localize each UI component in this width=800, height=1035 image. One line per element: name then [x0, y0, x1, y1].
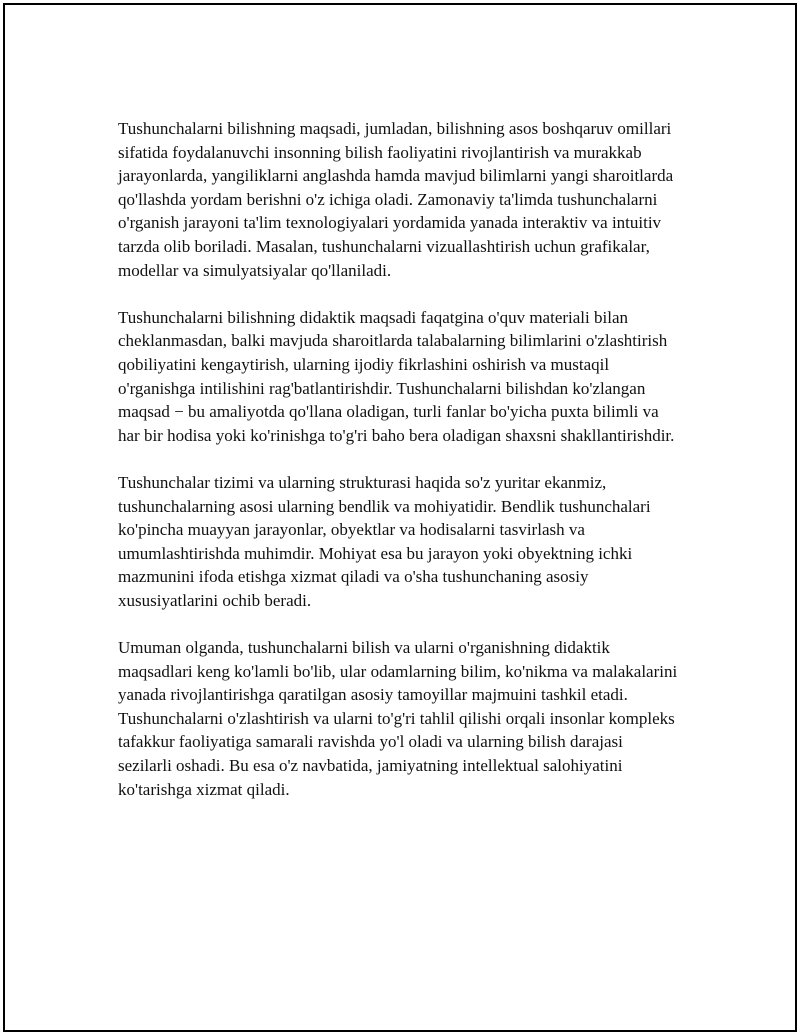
- paragraph-3: Tushunchalar tizimi va ularning strukturasi haqida so'z yuritar ekanmiz, tushunchalarning asosi ularning bendlik va mohiyatidir. Bendlik tushunchalari ko'pincha muayyan jarayonlar, obyektlar va hodisalarni tasvirlash va umumlashtirishda muhimdir. Mohiyat esa bu jarayon yoki obyektning ichki mazmunini ifoda etishga xizmat qiladi va o'sha tushunchaning asosiy xususiyatlarini ochib beradi.: [118, 472, 651, 610]
- paragraph-2: Tushunchalarni bilishning didaktik maqsadi faqatgina o'quv materiali bilan cheklanmasdan, balki mavjuda sharoitlarda talabalarning bilimlarini o'zlashtirish qobiliyatini kengaytirish, ularning ijodiy fikrlashini oshirish va mustaqil o'rganishga intilishini rag'batlantirishdir. Tushunchalarni bilishdan ko'zlangan maqsad − bu amaliyotda qo'llana oladigan, turli fanlar bo'yicha puxta bilimli va har bir hodisa yoki ko'rinishga to'g'ri baho bera oladigan shaxsni shakllantirishdir.: [118, 307, 675, 445]
- paragraph-4: Umuman olganda, tushunchalarni bilish va ularni o'rganishning didaktik maqsadlari keng ko'lamli bo'lib, ular odamlarning bilim, ko'nikma va malakalarini yanada rivojlantirishga qaratilgan asosiy tamoyillar majmuini tashkil etadi. Tushunchalarni o'zlashtirish va ularni to'g'ri tahlil qilishi orqali insonlar kompleks tafakkur faoliyatiga samarali ravishda yo'l oladi va ularning bilish darajasi sezilarli oshadi. Bu esa o'z navbatida, jamiyatning intellektual salohiyatini ko'tarishga xizmat qiladi.: [118, 638, 678, 799]
- paragraph-1: Tushunchalarni bilishning maqsadi, jumladan, bilishning asos boshqaruv omillari sifatida foydalanuvchi insonning bilish faoliyatini rivojlantirish va murakkab jarayonlarda, yangiliklarni anglashda hamda mavjud bilimlarni yangi sharoitlarda qo'llashda yordam berishni o'z ichiga oladi. Zamonaviy ta'limda tushunchalarni o'rganish jarayoni ta'lim texnologiyalari yordamida yanada interaktiv va intuitiv tarzda olib boriladi. Masalan, tushunchalarni vizuallashtirish uchun grafikalar, modellar va simulyatsiyalar qo'llaniladi.: [118, 119, 674, 280]
- document-body: [118, 117, 678, 825]
